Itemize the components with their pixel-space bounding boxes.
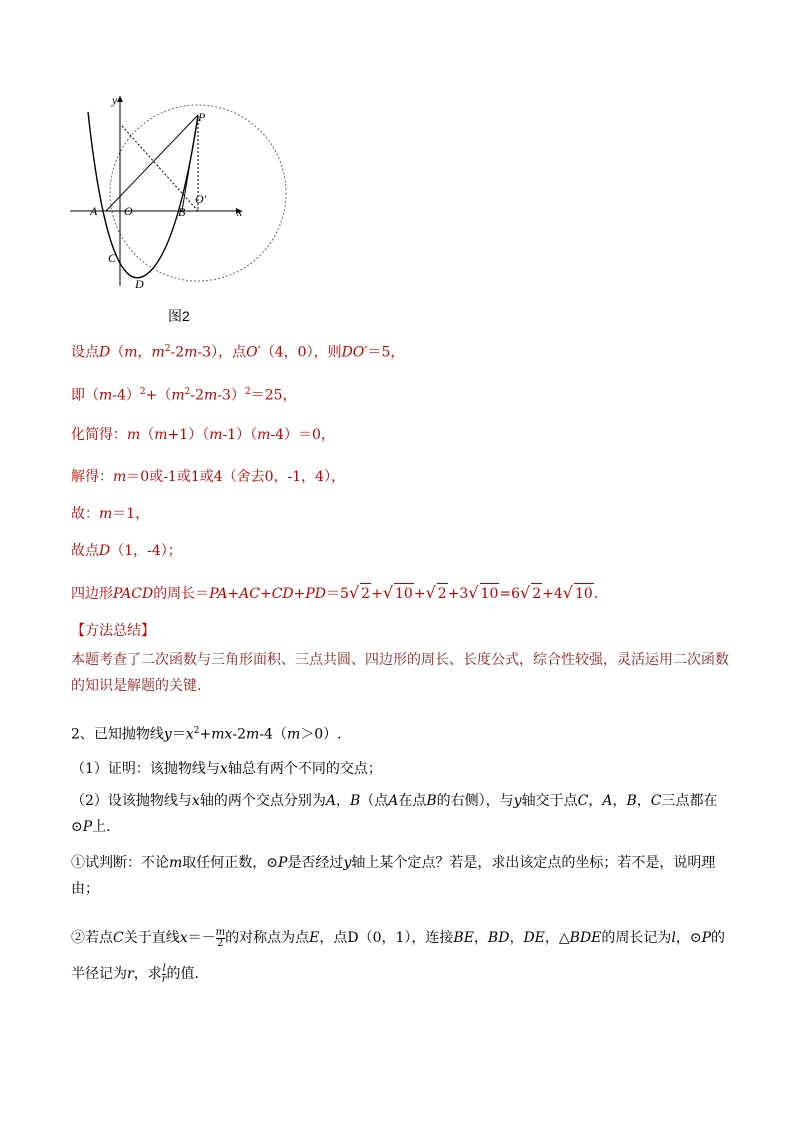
text: 关于直线 bbox=[123, 930, 180, 946]
text: 2、已知抛物线 bbox=[71, 726, 164, 743]
figure-caption: 图2 bbox=[168, 308, 190, 324]
text: + bbox=[371, 586, 383, 602]
solution-line-3 bbox=[71, 425, 335, 445]
var: m bbox=[151, 344, 165, 361]
text: 的周长记为 bbox=[601, 930, 672, 946]
text: ， bbox=[137, 344, 152, 361]
text: 故点 bbox=[71, 543, 99, 559]
var: B bbox=[626, 793, 637, 809]
text: 的右侧），与 bbox=[436, 793, 514, 809]
solution-line-2 bbox=[71, 382, 297, 406]
text: ， bbox=[335, 793, 350, 809]
method-summary-tag: 【方法总结】 bbox=[71, 623, 155, 639]
var: l bbox=[671, 930, 676, 946]
text: -2 bbox=[232, 726, 247, 743]
radical-icon: √ bbox=[348, 583, 360, 602]
sqrt-content: 2 bbox=[437, 583, 448, 604]
var: A bbox=[325, 793, 336, 809]
label-a: A bbox=[90, 204, 98, 218]
text: 试判断：不论 bbox=[85, 855, 169, 871]
text: 是否经过 bbox=[287, 855, 344, 871]
var: DO′ bbox=[341, 344, 368, 361]
sqrt-content: 10 bbox=[574, 583, 594, 604]
var: m bbox=[171, 387, 185, 404]
var: A bbox=[602, 793, 613, 809]
var: O′ bbox=[246, 344, 261, 361]
text: 的值． bbox=[166, 966, 209, 982]
text: （ bbox=[140, 427, 155, 443]
var: B bbox=[426, 793, 437, 809]
label-o: O bbox=[124, 204, 133, 218]
text: ，点 bbox=[319, 930, 348, 946]
problem-2-sub-1 bbox=[71, 850, 731, 902]
text: 轴交于点 bbox=[521, 793, 578, 809]
text: 三点都在⊙ bbox=[71, 793, 718, 835]
text: 若点 bbox=[85, 930, 113, 946]
text: 取任何正数，⊙ bbox=[182, 855, 279, 871]
var: m bbox=[154, 427, 168, 443]
var: B bbox=[349, 793, 361, 809]
var: m bbox=[169, 855, 183, 871]
text: ＝ bbox=[171, 726, 186, 743]
var: m bbox=[257, 427, 271, 443]
var: PACD bbox=[113, 586, 154, 602]
text: + bbox=[413, 586, 426, 602]
superscript: 2 bbox=[164, 344, 171, 354]
text: 化简得： bbox=[71, 427, 127, 443]
var: E bbox=[309, 930, 320, 946]
var: D bbox=[347, 930, 359, 946]
circled-number: ② bbox=[71, 930, 85, 946]
text: 故： bbox=[71, 506, 99, 522]
var: m bbox=[286, 726, 301, 743]
y-axis-arrow bbox=[117, 96, 123, 102]
radical-icon: √ bbox=[468, 583, 479, 602]
sqrt-content: 2 bbox=[360, 583, 371, 604]
text: 在点 bbox=[398, 793, 427, 809]
text: + bbox=[199, 726, 212, 743]
solution-line-4 bbox=[71, 467, 345, 487]
var: m bbox=[127, 427, 141, 443]
text: ， bbox=[473, 930, 488, 946]
method-summary-text: 本题考查了二次函数与三角形面积、三点共圆、四边形的周长、长度公式，综合性较强，灵活运用二次函数的知识是解题的关键. bbox=[71, 652, 729, 694]
text: 解得： bbox=[71, 469, 113, 485]
text: ，⊙ bbox=[675, 930, 702, 946]
text: +（ bbox=[145, 387, 172, 404]
var: m bbox=[99, 387, 113, 404]
text: （1）证明：该抛物线与 bbox=[71, 761, 220, 777]
text: ＝5 bbox=[326, 586, 349, 602]
radical-icon: √ bbox=[562, 583, 573, 602]
var: m bbox=[184, 344, 198, 361]
var: BDE bbox=[569, 930, 602, 946]
sqrt-content: 10 bbox=[394, 583, 414, 604]
var: x bbox=[191, 793, 200, 809]
text: ． bbox=[593, 586, 608, 602]
text: =6 bbox=[499, 586, 521, 602]
text: -1）（ bbox=[222, 427, 258, 443]
text: （ bbox=[110, 344, 125, 361]
superscript: 2 bbox=[184, 387, 191, 397]
var: PA+AC+CD+PD bbox=[209, 586, 327, 602]
var: x bbox=[185, 726, 194, 743]
fraction-m-over-2 bbox=[216, 928, 225, 949]
var: DE bbox=[523, 930, 545, 946]
text: -4） bbox=[112, 387, 140, 404]
var: C bbox=[577, 793, 589, 809]
sqrt-content: 10 bbox=[480, 583, 500, 604]
numerator: m bbox=[215, 926, 226, 938]
circled-number: ① bbox=[71, 855, 85, 871]
text: +1）（ bbox=[167, 427, 210, 443]
superscript: 2 bbox=[193, 726, 200, 736]
parabola-circle-diagram bbox=[66, 90, 296, 330]
problem-2-sub-2 bbox=[71, 920, 731, 992]
text: （4，0），则 bbox=[260, 344, 342, 361]
text: ， bbox=[588, 793, 603, 809]
text: （点 bbox=[360, 793, 389, 809]
text: ＝1， bbox=[112, 506, 150, 522]
label-o-prime: O′ bbox=[195, 192, 207, 206]
text: ＝0或-1或1或4（舍去0，-1，4）， bbox=[126, 469, 346, 485]
text: （1，-4）； bbox=[110, 543, 182, 559]
label-c: C bbox=[108, 251, 117, 265]
solution-line-7 bbox=[71, 583, 608, 604]
text: 设点 bbox=[71, 344, 99, 361]
var: y bbox=[513, 793, 522, 809]
var: P bbox=[278, 855, 288, 871]
text: （2）设该抛物线与 bbox=[71, 793, 192, 809]
text: ＞0）. bbox=[300, 726, 342, 743]
var: m bbox=[246, 726, 260, 743]
text: 上． bbox=[92, 819, 121, 835]
text: 的半径记为 bbox=[71, 930, 726, 982]
solution-line-5 bbox=[71, 504, 149, 524]
text: 轴上某个定点？若是，求出该定点的坐标；若不是，说明理由； bbox=[71, 855, 716, 897]
var: P bbox=[701, 930, 712, 946]
var: x bbox=[179, 930, 188, 946]
text: ＝5， bbox=[367, 344, 405, 361]
text: ＝－ bbox=[187, 930, 216, 946]
numerator: l bbox=[162, 962, 166, 974]
text: -4）＝0， bbox=[270, 427, 335, 443]
text: ， bbox=[636, 793, 651, 809]
text: 即（ bbox=[71, 387, 99, 404]
parabola bbox=[88, 112, 198, 278]
var: D bbox=[99, 543, 111, 559]
var: y bbox=[343, 855, 352, 871]
var: mx bbox=[211, 726, 233, 743]
var: C bbox=[113, 930, 124, 946]
text: ，求 bbox=[133, 966, 162, 982]
text: （0，1），连接 bbox=[358, 930, 454, 946]
text: 四边形 bbox=[71, 586, 113, 602]
var: m bbox=[99, 506, 113, 522]
text: -2 bbox=[190, 387, 205, 404]
var: C bbox=[650, 793, 662, 809]
var: x bbox=[219, 761, 228, 777]
var: m bbox=[124, 344, 138, 361]
solution-line-6 bbox=[71, 541, 182, 561]
text: ＝25， bbox=[250, 387, 297, 404]
superscript: 2 bbox=[139, 387, 146, 397]
radical-icon: √ bbox=[382, 583, 394, 602]
var: P bbox=[82, 819, 93, 835]
var: m bbox=[204, 387, 218, 404]
var: A bbox=[388, 793, 399, 809]
var: BD bbox=[487, 930, 510, 946]
superscript: 2 bbox=[244, 387, 251, 397]
text: +3 bbox=[447, 586, 469, 602]
var: r bbox=[127, 966, 134, 982]
label-b: B bbox=[178, 205, 186, 219]
text: 轴的两个交点分别为 bbox=[199, 793, 326, 809]
sqrt-content: 2 bbox=[531, 583, 542, 604]
var: y bbox=[163, 726, 172, 743]
label-x: x bbox=[237, 205, 243, 219]
solution-line-1 bbox=[71, 339, 404, 363]
text: 的对称点为点 bbox=[225, 930, 310, 946]
text: ， bbox=[612, 793, 627, 809]
label-y: y bbox=[112, 93, 118, 107]
problem-2-part-1 bbox=[71, 759, 382, 779]
label-p: P bbox=[198, 110, 206, 124]
text: 的周长＝ bbox=[153, 586, 210, 602]
var: BE bbox=[453, 930, 474, 946]
geometry-figure bbox=[66, 90, 296, 330]
var: m bbox=[209, 427, 223, 443]
denominator: r bbox=[161, 973, 167, 985]
text: -2 bbox=[170, 344, 185, 361]
label-d: D bbox=[135, 277, 144, 291]
text: ， bbox=[509, 930, 524, 946]
problem-2-part-2 bbox=[71, 788, 731, 840]
line-dashed-diag bbox=[122, 126, 198, 211]
radical-icon: √ bbox=[520, 583, 531, 602]
text: -3），点 bbox=[197, 344, 247, 361]
text: -3） bbox=[217, 387, 245, 404]
text: 轴总有两个不同的交点； bbox=[227, 761, 382, 777]
text: +4 bbox=[542, 586, 563, 602]
text: -4（ bbox=[259, 726, 287, 743]
problem-2-statement bbox=[71, 721, 342, 745]
radical-icon: √ bbox=[425, 583, 436, 602]
denominator: 2 bbox=[217, 937, 224, 949]
var: D bbox=[99, 344, 111, 361]
var: m bbox=[113, 469, 127, 485]
text: ，△ bbox=[544, 930, 570, 946]
